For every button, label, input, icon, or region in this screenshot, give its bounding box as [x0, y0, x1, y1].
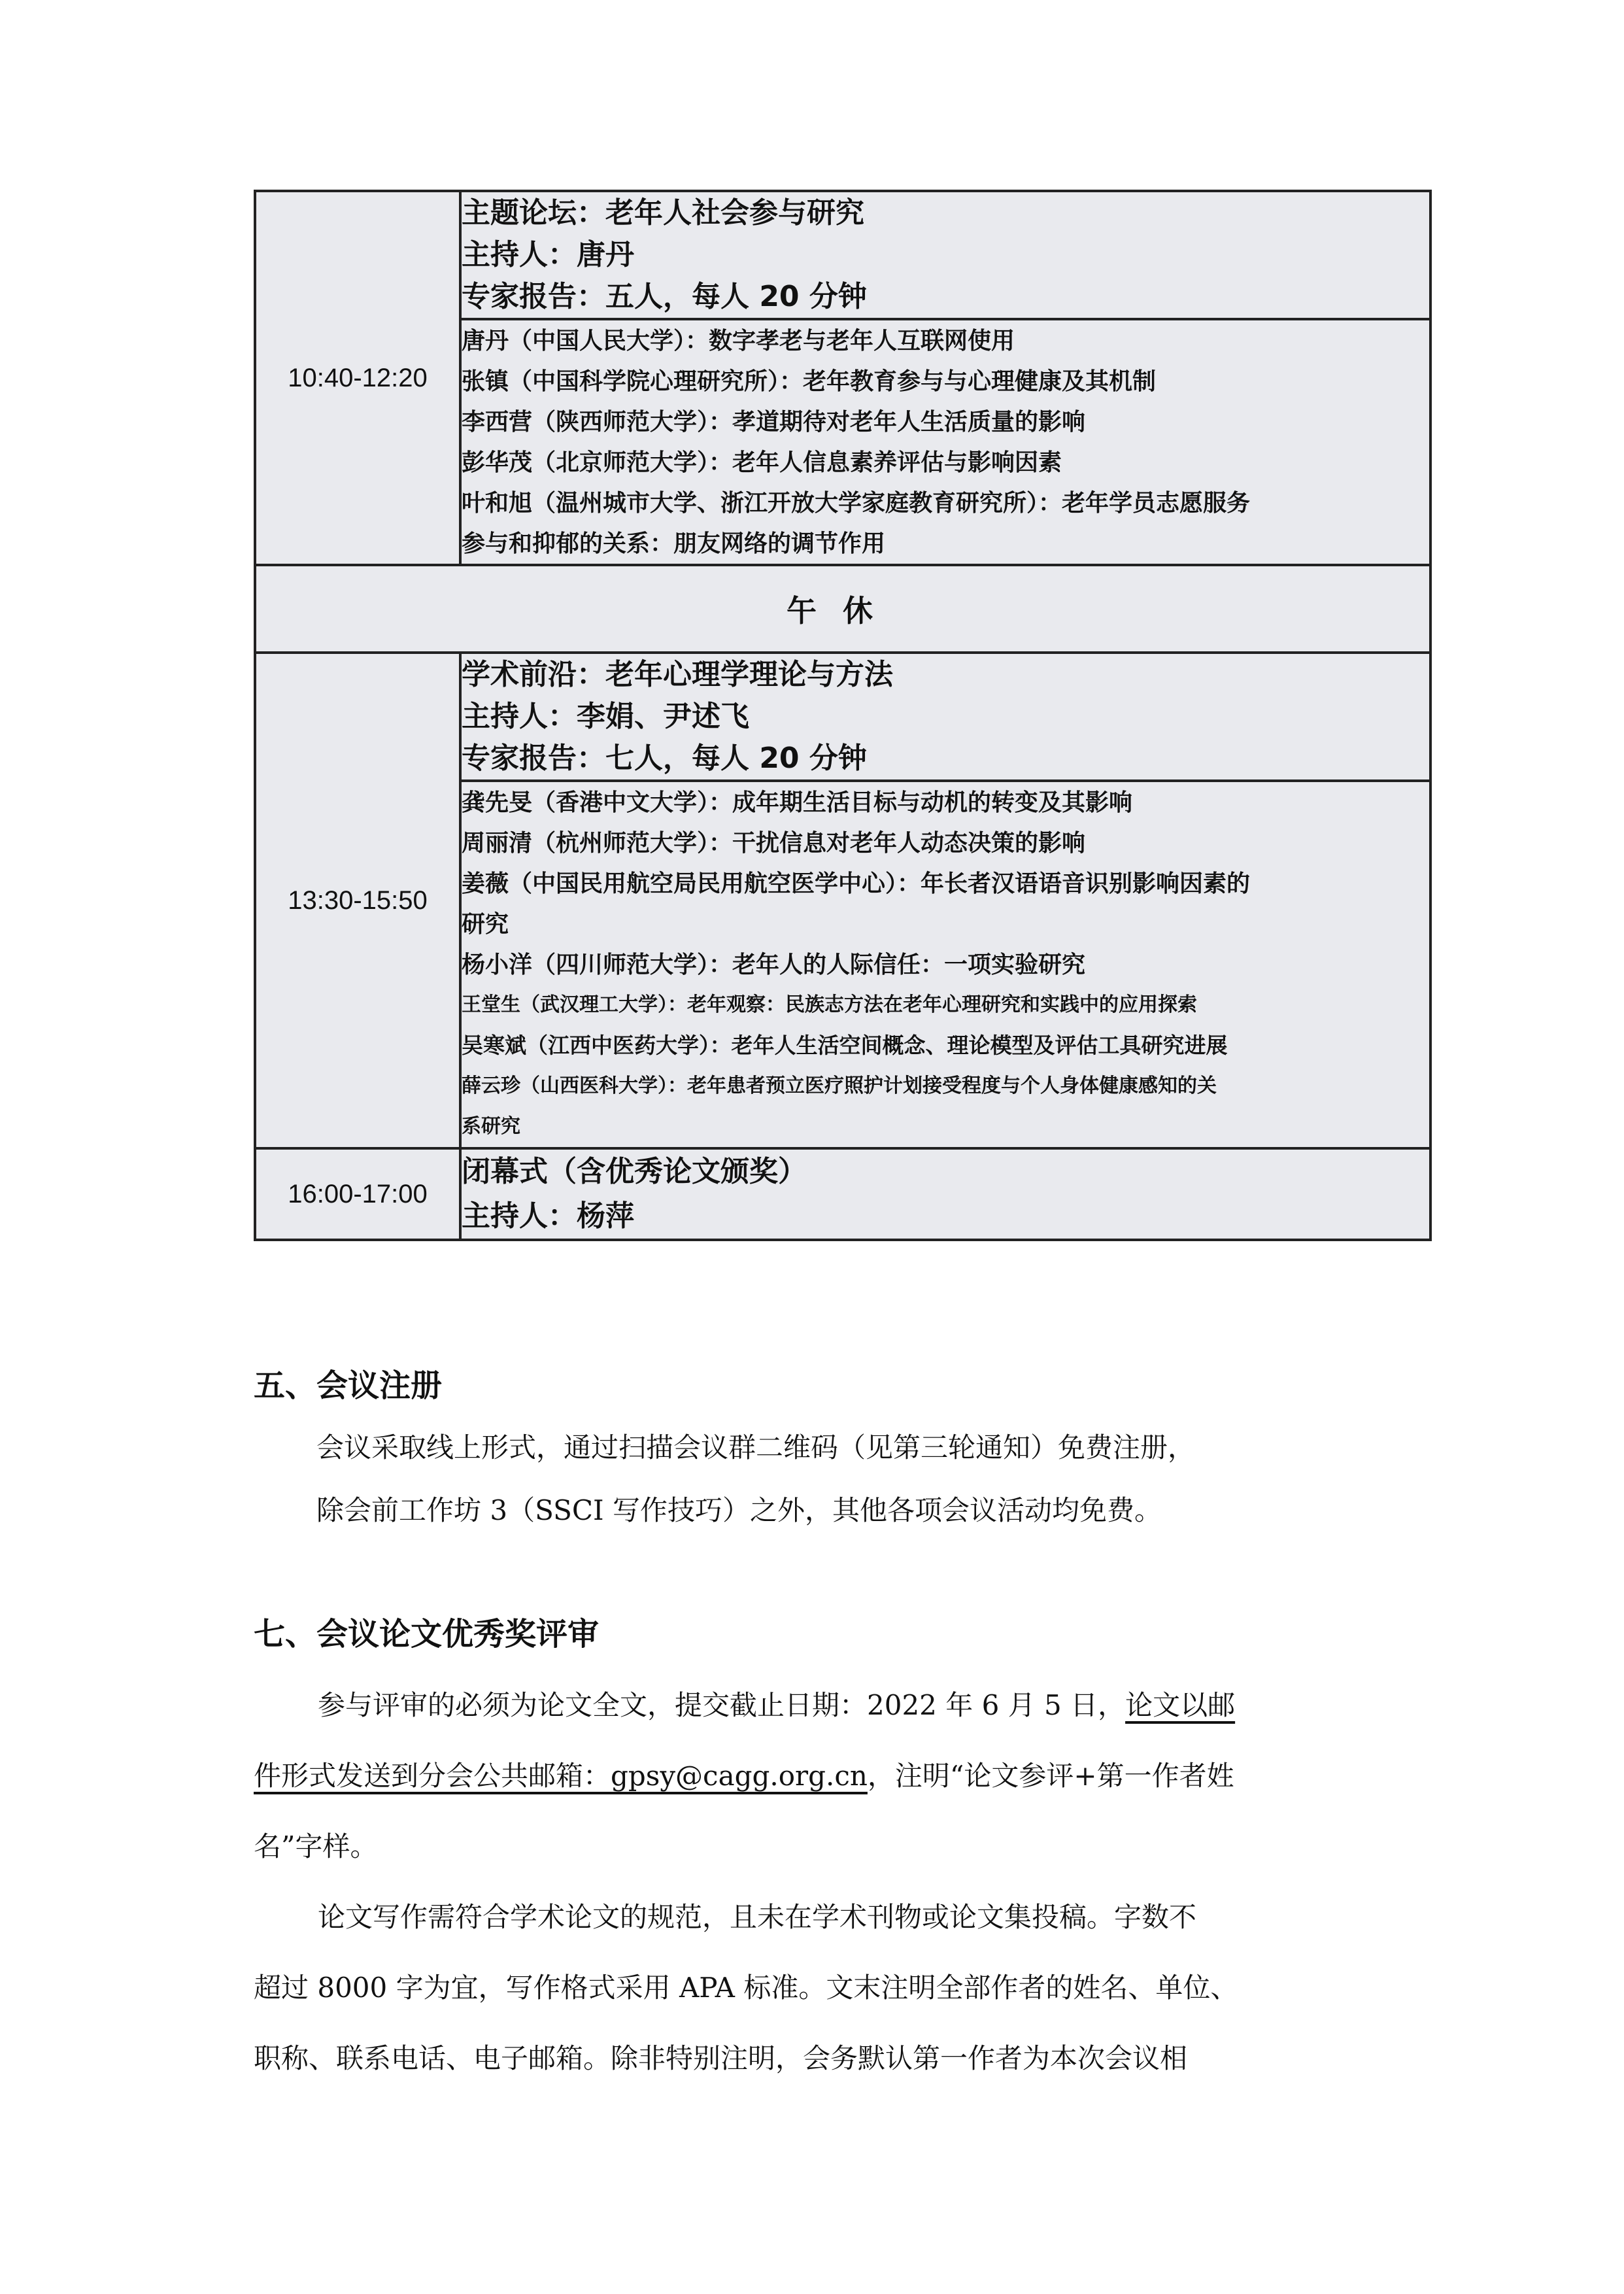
session2-host: 主持人：李娟、尹述飞 — [462, 700, 749, 733]
registration-line1: 会议采取线上形式，通过扫描会议群二维码（见第三轮通知）免费注册， — [316, 1431, 1196, 1464]
award-paragraph-2 — [254, 1882, 1378, 2094]
talk-line: 唐丹（中国人民大学）：数字孝老与老年人互联网使用 — [462, 327, 1015, 354]
talk-line: 参与和抑郁的关系：朋友网络的调节作用 — [462, 530, 886, 557]
registration-line2: 除会前工作坊 3（SSCI 写作技巧）之外，其他各项会议活动均免费。 — [316, 1494, 1162, 1526]
award-paragraph-1 — [254, 1670, 1378, 1882]
session2-talks — [460, 781, 1430, 1148]
talk-line: 薛云珍（山西医科大学）：老年患者预立医疗照护计划接受程度与个人身体健康感知的关 — [462, 1074, 1217, 1097]
talk-line: 李西营（陕西师范大学）：孝道期待对老年人生活质量的影响 — [462, 408, 1086, 436]
award-heading: 七、会议论文优秀奖评审 — [254, 1616, 600, 1652]
session2-time: 13:30-15:50 — [255, 653, 460, 1148]
closing-cell — [460, 1148, 1430, 1240]
session2-header — [460, 653, 1430, 781]
session1-header — [460, 191, 1430, 319]
session1-title: 主题论坛：老年人社会参与研究 — [462, 196, 864, 230]
session2-reports: 专家报告：七人，每人 20 分钟 — [462, 742, 867, 775]
talk-line: 彭华茂（北京师范大学）：老年人信息素养评估与影响因素 — [462, 449, 1062, 476]
session1-time: 10:40-12:20 — [255, 191, 460, 565]
submission-email-link[interactable]: 件形式发送到分会公共邮箱：gpsy@cagg.org.cn — [254, 1760, 868, 1792]
talk-line: 王堂生（武汉理工大学）：老年观察：民族志方法在老年心理研究和实践中的应用探索 — [462, 993, 1197, 1016]
award-p1-line1 — [254, 1670, 1378, 1741]
award-p2-line2: 超过 8000 字为宜，写作格式采用 APA 标准。文末注明全部作者的姓名、单位、 — [254, 1972, 1238, 2004]
closing-title: 闭幕式（含优秀论文颁奖） — [462, 1155, 807, 1188]
talk-line: 研究 — [462, 910, 509, 938]
talk-line: 姜薇（中国民用航空局民用航空医学中心）：年长者汉语语音识别影响因素的 — [462, 870, 1251, 897]
session1-host: 主持人：唐丹 — [462, 238, 634, 271]
submission-note-b: ，注明“论文参评+第一作者姓 — [867, 1760, 1234, 1792]
closing-host: 主持人：杨萍 — [462, 1199, 634, 1233]
talk-line: 张镇（中国科学院心理研究所）：老年教育参与与心理健康及其机制 — [462, 368, 1157, 395]
award-deadline-text: 参与评审的必须为论文全文，提交截止日期：2022 年 6 月 5 日， — [318, 1689, 1126, 1721]
award-p2-line1: 论文写作需符合学术论文的规范，且未在学术刊物或论文集投稿。字数不 — [318, 1901, 1197, 1933]
submission-note-a: 论文以邮 — [1125, 1689, 1236, 1721]
talk-line: 杨小洋（四川师范大学）：老年人的人际信任：一项实验研究 — [462, 951, 1086, 978]
award-p1-line3: 名”字样。 — [254, 1830, 378, 1862]
closing-time: 16:00-17:00 — [255, 1148, 460, 1240]
schedule-table — [254, 190, 1432, 1241]
session2-title: 学术前沿：老年心理学理论与方法 — [462, 658, 893, 691]
award-p1-line2 — [254, 1741, 1378, 1811]
lunch-break: 午休 — [255, 565, 1430, 653]
talk-line: 周丽清（杭州师范大学）：干扰信息对老年人动态决策的影响 — [462, 829, 1086, 857]
talk-line: 系研究 — [462, 1115, 520, 1138]
session1-reports: 专家报告：五人，每人 20 分钟 — [462, 280, 867, 313]
registration-heading: 五、会议注册 — [254, 1367, 443, 1404]
award-p2-line3: 职称、联系电话、电子邮箱。除非特别注明，会务默认第一作者为本次会议相 — [254, 2042, 1188, 2074]
talk-line: 叶和旭（温州城市大学、浙江开放大学家庭教育研究所）：老年学员志愿服务 — [462, 489, 1251, 517]
talk-line: 龚先旻（香港中文大学）：成年期生活目标与动机的转变及其影响 — [462, 789, 1133, 816]
talk-line: 吴寒斌（江西中医药大学）：老年人生活空间概念、理论模型及评估工具研究进展 — [462, 1033, 1228, 1058]
session1-talks — [460, 319, 1430, 565]
